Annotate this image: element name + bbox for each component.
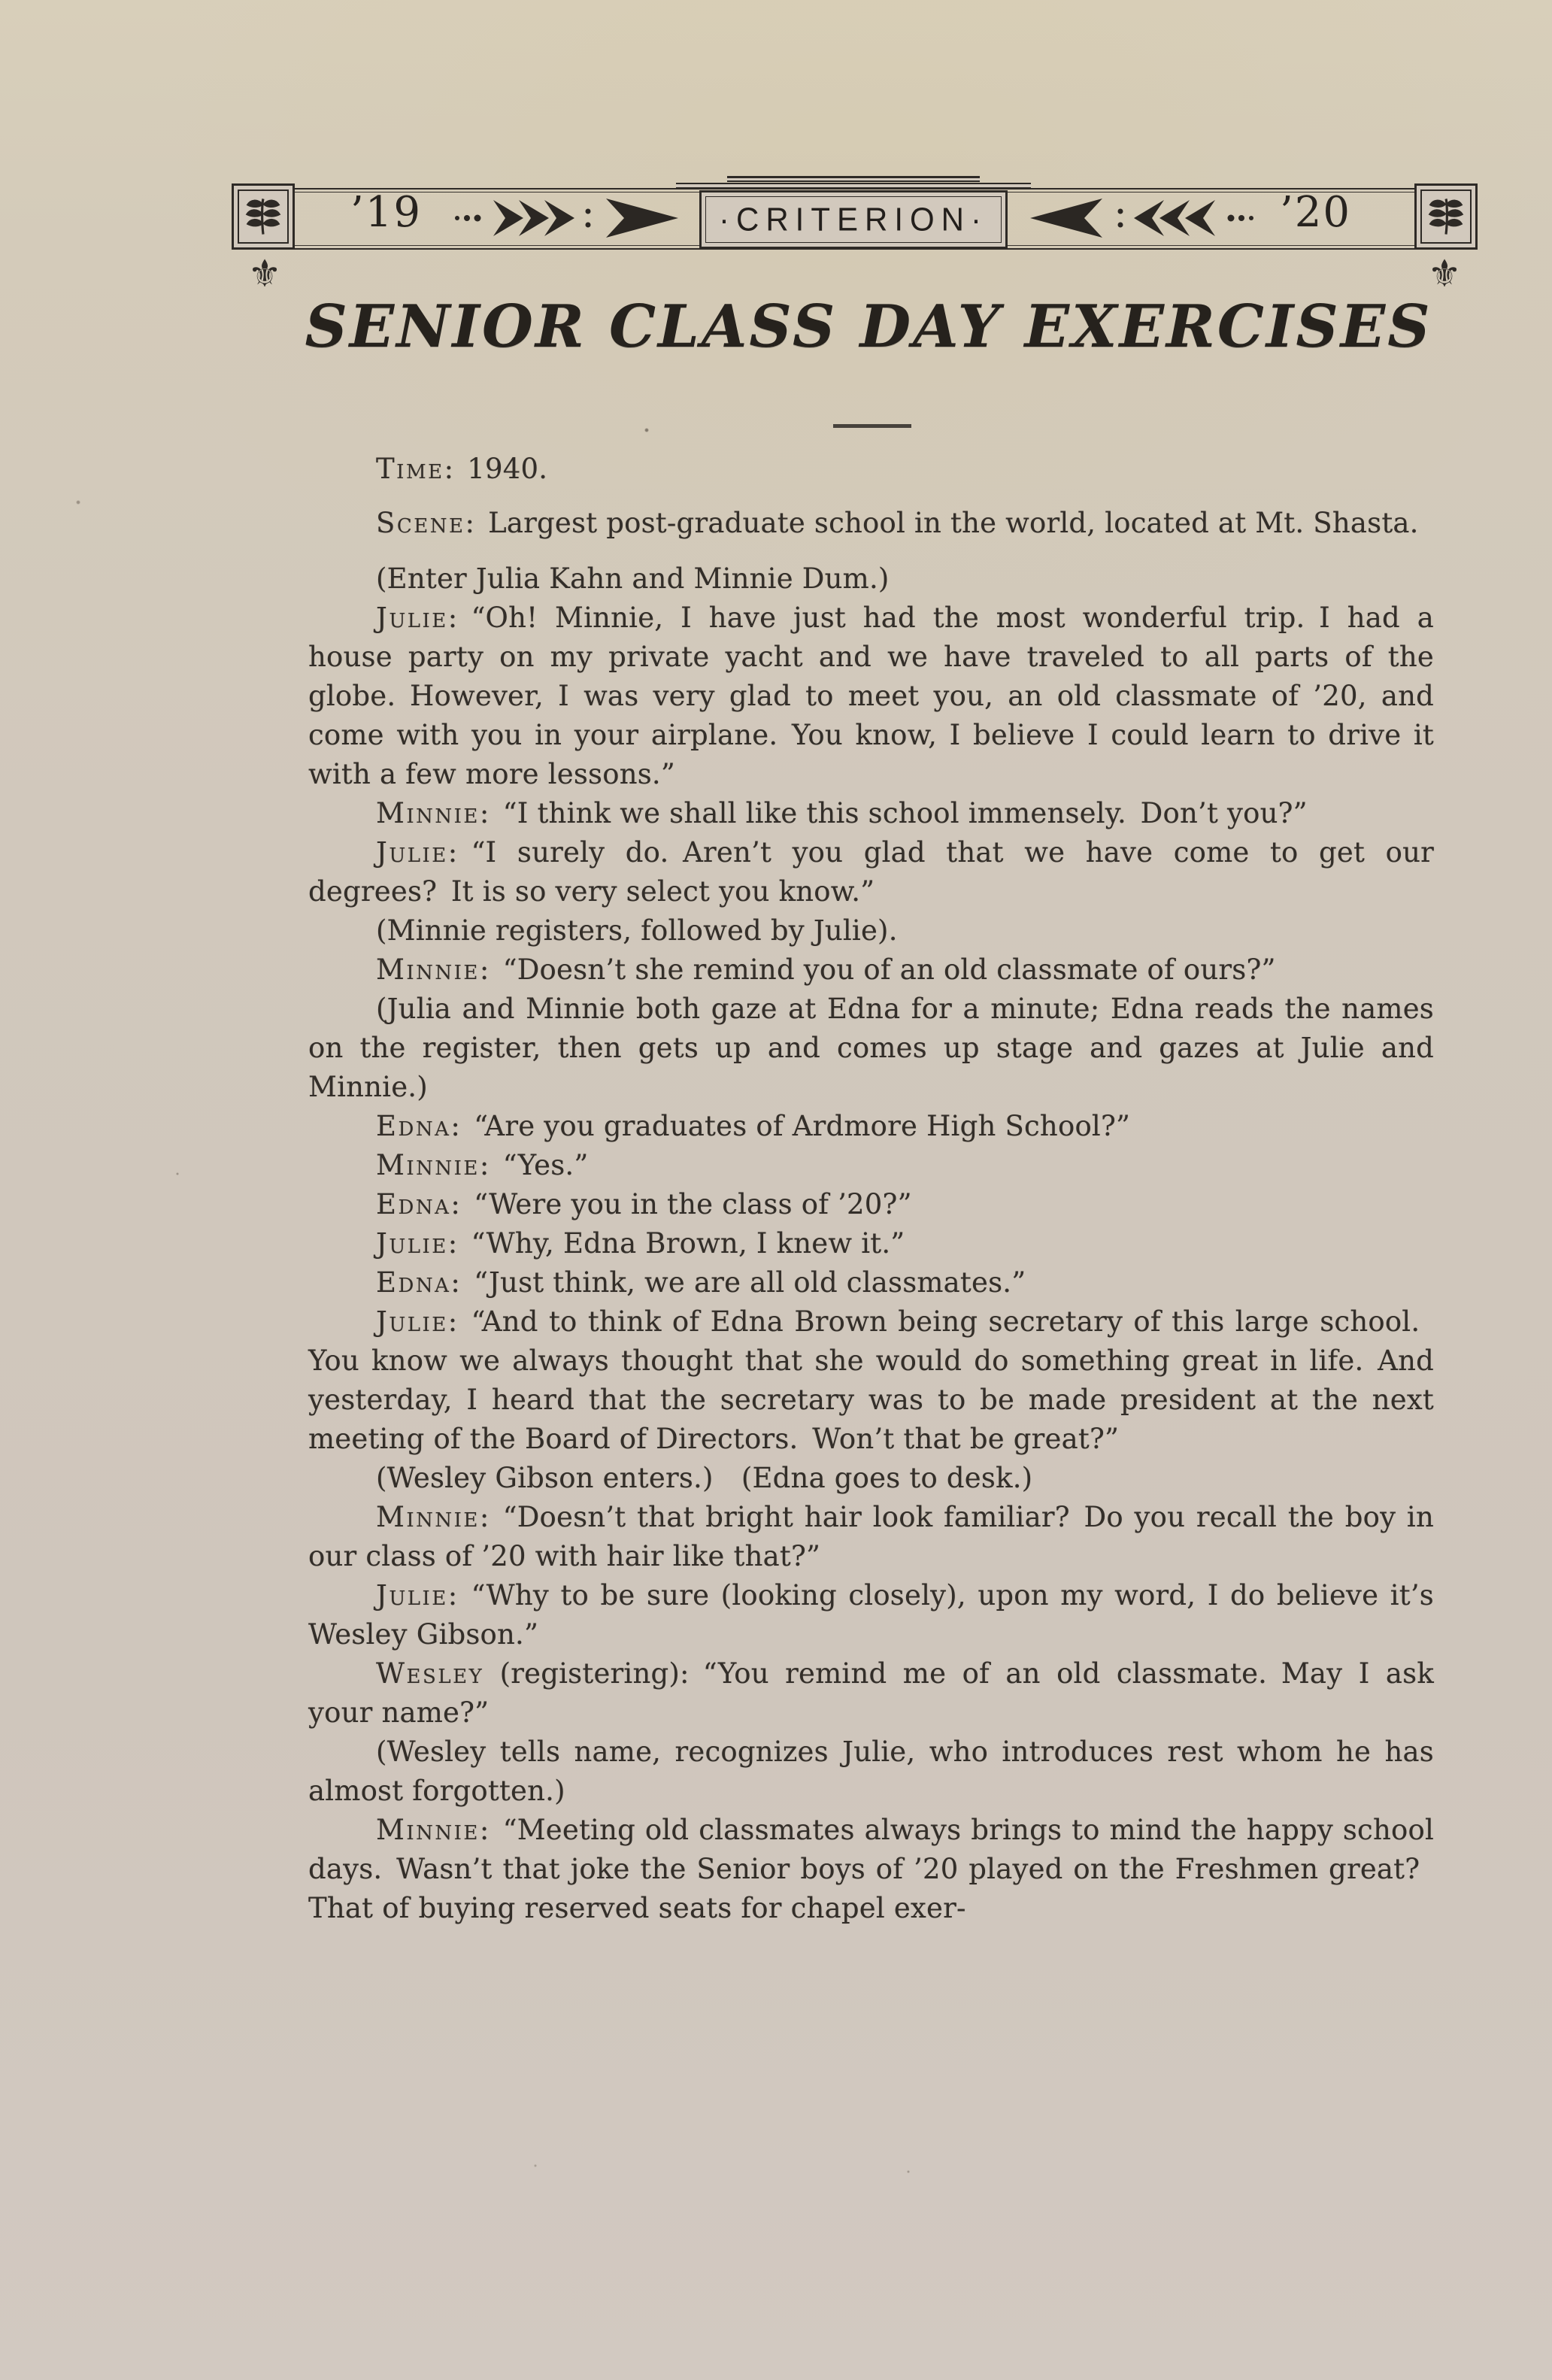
masthead-box <box>699 176 1008 249</box>
line-text: (Minnie registers, followed by Julie). <box>376 914 898 947</box>
line-text: “Oh! Minnie, I have just had the most wonderful trip. I had a house party on my private yacht and we have traveled to all parts of the globe. However, I was very glad to meet you, an old classmate of ’20, and come with you in your airplane. You know, I believe I could learn to drive it with a few more lessons.” <box>308 602 1434 790</box>
line-text: “Why to be sure (looking closely), upon my word, I do believe it’s Wesley Gibson.” <box>308 1579 1434 1651</box>
masthead-title: ·CRITERION· <box>719 201 988 238</box>
dialogue-line <box>308 1107 1434 1146</box>
speaker-colon: : <box>450 1266 461 1299</box>
dialogue-line <box>308 950 1434 990</box>
corner-ornament-right <box>1414 183 1478 250</box>
speaker-name: Julie <box>376 1227 448 1260</box>
dialogue-line <box>308 1146 1434 1185</box>
line-text: “Doesn’t that bright hair look familiar? Do you recall the boy in our class of ’20 with hair like that?” <box>308 1501 1434 1572</box>
line-text: “You remind me of an old classmate. May I ask your name?” <box>308 1657 1434 1729</box>
stage-direction <box>308 990 1434 1107</box>
year-left: ’19 <box>350 188 423 237</box>
title-block <box>0 293 1552 361</box>
speaker-name: Scene <box>376 507 465 539</box>
speaker-name: Minnie <box>376 797 480 829</box>
speaker-name: Minnie <box>376 954 480 986</box>
line-text: “I surely do. Aren’t you glad that we have come to get our degrees? It is so very select you know.” <box>308 836 1434 908</box>
masthead-frame-inner <box>705 196 1002 243</box>
speaker-colon: : <box>447 602 458 634</box>
line-text: “Meeting old classmates always brings to mind the happy school days. Wasn’t that joke the Senior boys of ’20 played on the Freshmen great? That of buying reserved seats for chapel exer- <box>308 1814 1434 1924</box>
pediment-cap-wide <box>676 183 1031 189</box>
dialogue-line <box>308 599 1434 794</box>
stage-direction <box>308 1459 1434 1498</box>
page-title: SENIOR CLASS DAY EXERCISES <box>305 293 1432 361</box>
speaker-colon: : <box>479 1814 490 1846</box>
dialogue-line <box>308 1185 1434 1224</box>
speaker-colon: : <box>450 1110 461 1142</box>
masthead-banner <box>232 186 1478 296</box>
speaker-name: Julie <box>376 1579 448 1611</box>
title-divider-rule <box>833 424 911 428</box>
speaker-colon: : <box>680 1657 690 1690</box>
speaker-name: Minnie <box>376 1501 480 1533</box>
speaker-name: Time <box>376 453 444 485</box>
speaker-colon: : <box>465 507 475 539</box>
dialogue-line <box>308 1302 1434 1459</box>
line-text: Largest post-graduate school in the world, located at Mt. Shasta. <box>488 507 1419 539</box>
pediment-cap-top <box>727 176 980 182</box>
line-text: (Julia and Minnie both gaze at Edna for a minute; Edna reads the names on the register, then gets up and comes up stage and gazes at Julie and Minnie.) <box>308 993 1434 1103</box>
line-text: “Doesn’t she remind you of an old classmate of ours?” <box>502 954 1276 986</box>
line-text: “And to think of Edna Brown being secretary of this large school. You know we always thought that she would do something great in life. And yesterday, I heard that the secretary was to be made president at the next meeting of the Board of Directors. Won’t that be great?” <box>308 1305 1434 1455</box>
dialogue-line <box>308 794 1434 833</box>
speaker-colon: : <box>479 954 490 986</box>
speaker-colon: : <box>450 1188 461 1220</box>
stage-direction <box>308 911 1434 950</box>
stage-direction <box>308 559 1434 599</box>
dialogue-line <box>308 1224 1434 1263</box>
speaker-name: Edna <box>376 1266 451 1299</box>
corner-ornament-left <box>232 183 295 250</box>
speaker-name: Minnie <box>376 1149 480 1181</box>
speaker-name: Wesley <box>376 1657 484 1690</box>
speaker-colon: : <box>447 1305 458 1338</box>
speaker-colon: : <box>447 1579 458 1611</box>
dialogue-line <box>308 1498 1434 1576</box>
line-text: “Yes.” <box>502 1149 589 1181</box>
fern-leaf-icon <box>238 189 289 244</box>
line-text: (Enter Julia Kahn and Minnie Dum.) <box>376 562 890 595</box>
speaker-name: Julie <box>376 1305 448 1338</box>
dialogue-line <box>308 1263 1434 1302</box>
speaker-colon: : <box>479 1149 490 1181</box>
masthead-frame <box>699 190 1008 249</box>
fleur-ornament-icon: ⚜ <box>247 252 282 296</box>
line-text: “Why, Edna Brown, I knew it.” <box>471 1227 905 1260</box>
year-right: ’20 <box>1279 188 1351 237</box>
speaker-colon: : <box>447 1227 458 1260</box>
speaker-colon: : <box>479 1501 490 1533</box>
fern-leaf-icon <box>1420 189 1472 244</box>
speaker-name: Julie <box>376 602 448 634</box>
speaker-name: Edna <box>376 1188 451 1220</box>
dialogue-line <box>308 1811 1434 1928</box>
feathered-arrow-left-icon <box>1017 197 1257 239</box>
line-text: “Just think, we are all old classmates.” <box>474 1266 1026 1299</box>
dialogue-line <box>308 1576 1434 1654</box>
stage-direction <box>308 1733 1434 1811</box>
line-text: 1940. <box>467 453 548 485</box>
speaker-colon: : <box>444 453 454 485</box>
fleur-ornament-icon: ⚜ <box>1427 252 1462 296</box>
script-body <box>308 450 1434 1928</box>
speaker-name: Julie <box>376 836 448 869</box>
feathered-arrow-right-icon <box>451 197 692 239</box>
line-text: “Are you graduates of Ardmore High School?” <box>474 1110 1131 1142</box>
line-text: (Wesley tells name, recognizes Julie, who introduces rest whom he has almost forgotten.) <box>308 1736 1434 1807</box>
line-text: “Were you in the class of ’20?” <box>474 1188 912 1220</box>
speaker-note: (registering) <box>483 1657 681 1690</box>
speaker-name: Minnie <box>376 1814 480 1846</box>
dialogue-line <box>308 833 1434 911</box>
line-text: “I think we shall like this school immensely. Don’t you?” <box>502 797 1308 829</box>
dialogue-line <box>308 1654 1434 1733</box>
speaker-name: Edna <box>376 1110 451 1142</box>
speaker-colon: : <box>479 797 490 829</box>
dialogue-line <box>308 504 1434 543</box>
dialogue-line <box>308 450 1434 489</box>
speaker-colon: : <box>447 836 458 869</box>
line-text: (Wesley Gibson enters.) (Edna goes to desk.) <box>376 1462 1033 1494</box>
